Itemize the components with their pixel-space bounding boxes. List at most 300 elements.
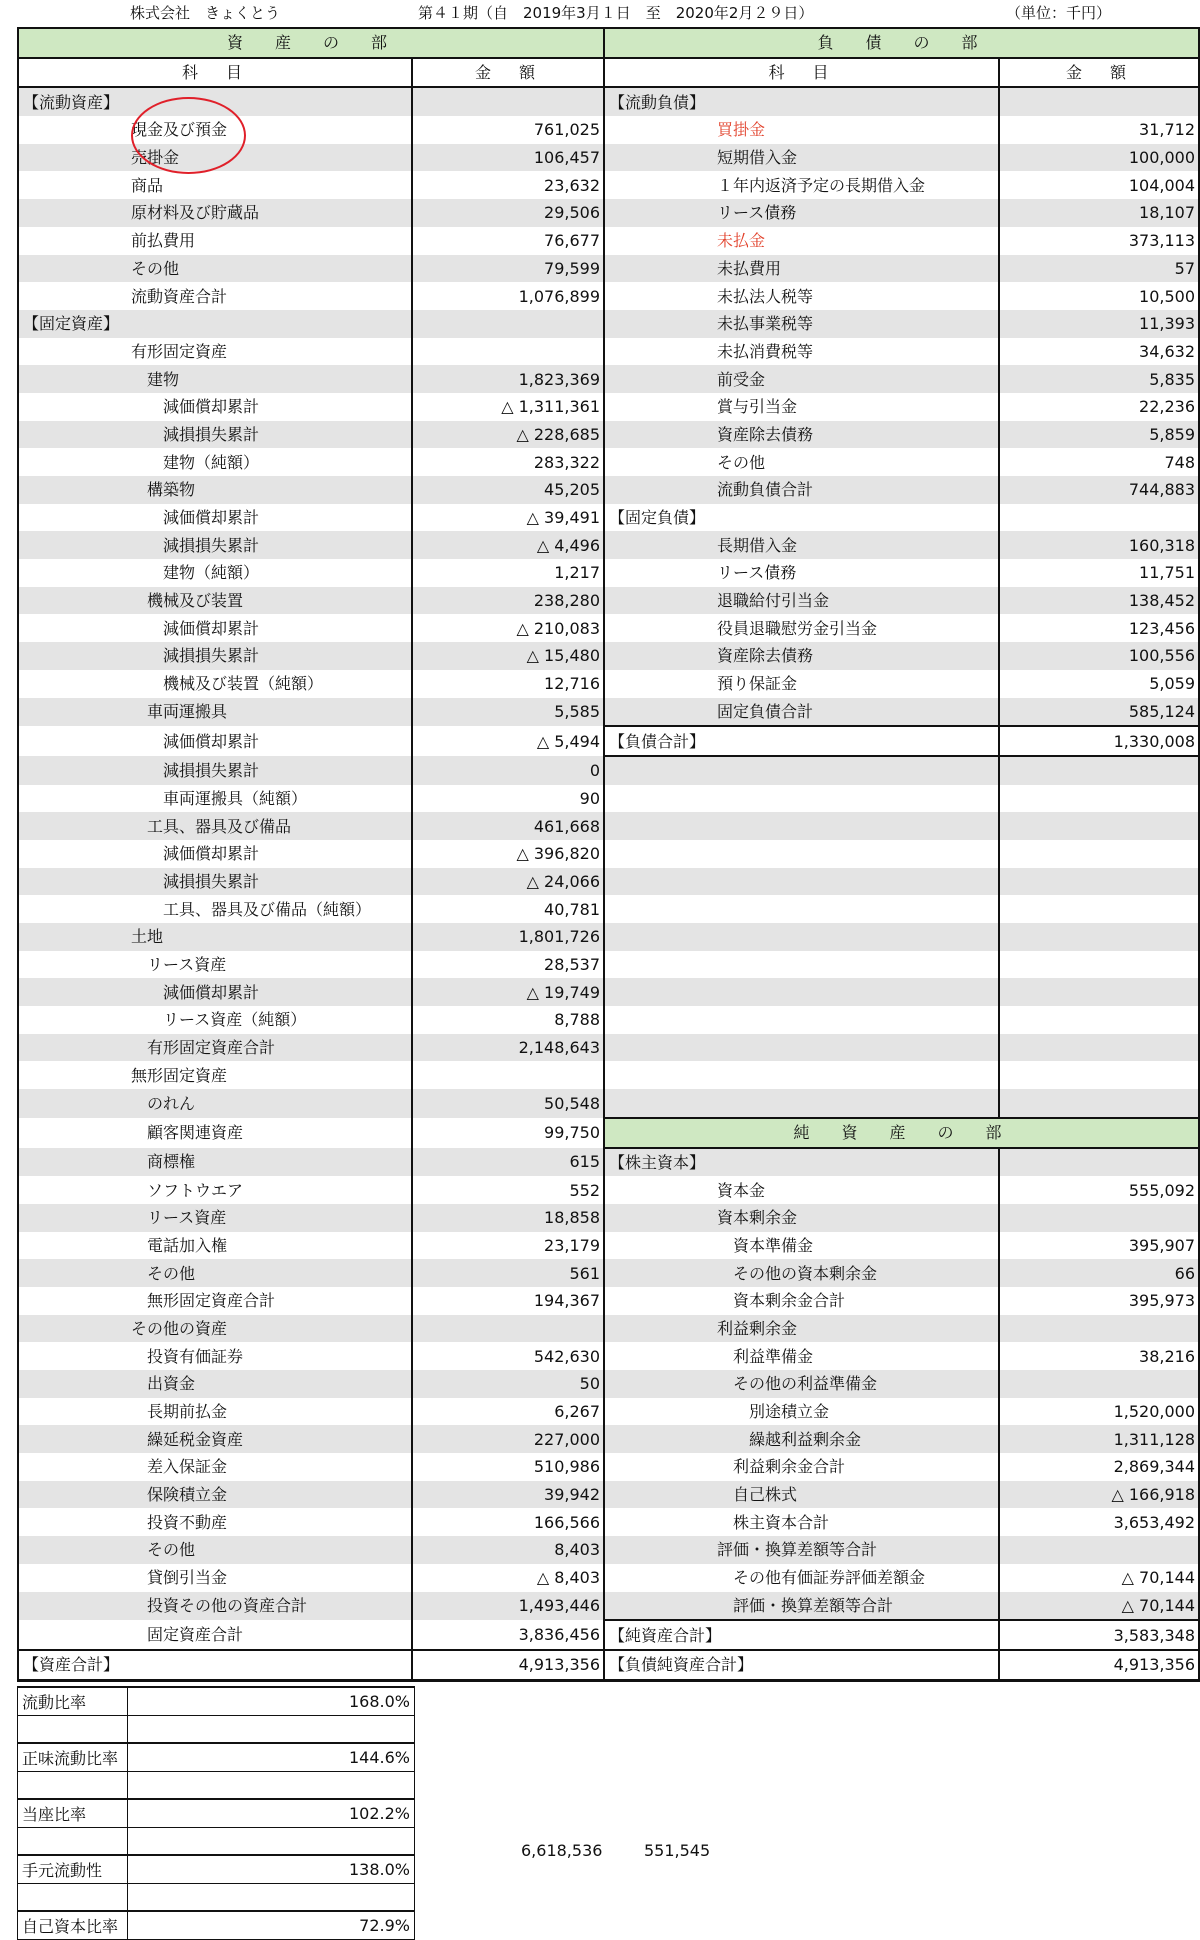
table-row: [18, 1453, 1199, 1481]
liability-subject: 預り保証金: [604, 670, 999, 698]
liability-subject: 資本剰余金: [604, 1204, 999, 1232]
asset-amount: [412, 87, 604, 116]
ratio-row: [18, 1743, 415, 1771]
asset-subject: 有形固定資産: [18, 338, 412, 366]
liability-subject: その他の資本剰余金: [604, 1259, 999, 1287]
asset-subject: 流動資産合計: [18, 282, 412, 310]
table-row: [18, 642, 1199, 670]
ratio-row: [18, 1827, 415, 1855]
asset-subject: 減損損失累計: [18, 642, 412, 670]
liab-equity-total-label: 【負債純資産合計】: [604, 1650, 999, 1680]
asset-amount: 1,076,899: [412, 282, 604, 310]
extra-value-b: 551,545: [644, 1841, 711, 1860]
asset-subject: 土地: [18, 923, 412, 951]
table-row: [18, 1592, 1199, 1621]
liability-amount: [999, 951, 1199, 979]
asset-amount: 90: [412, 785, 604, 813]
asset-subject: 無形固定資産合計: [18, 1287, 412, 1315]
column-header-amount: 金 額: [999, 58, 1199, 88]
liability-subject: [604, 895, 999, 923]
table-row: [18, 726, 1199, 756]
liability-subject: [604, 868, 999, 896]
ratio-row: [18, 1687, 415, 1715]
liability-amount: 5,859: [999, 421, 1199, 449]
asset-subject: その他: [18, 1259, 412, 1287]
table-row: [18, 978, 1199, 1006]
liability-subject: [604, 923, 999, 951]
liability-subject: 未払消費税等: [604, 338, 999, 366]
liability-amount: 160,318: [999, 531, 1199, 559]
ratio-label: [18, 1715, 128, 1743]
ratio-row: [18, 1883, 415, 1911]
liability-subject: [604, 785, 999, 813]
asset-subject: 車両運搬具（純額）: [18, 785, 412, 813]
asset-subject: 売掛金: [18, 144, 412, 172]
asset-amount: [412, 338, 604, 366]
ratio-value: [128, 1771, 415, 1799]
ratio-table: [17, 1686, 415, 1940]
asset-amount: 23,632: [412, 171, 604, 199]
asset-subject: 減価償却累計: [18, 393, 412, 421]
table-row: [18, 171, 1199, 199]
liability-amount: 1,520,000: [999, 1398, 1199, 1426]
asset-amount: △ 228,685: [412, 421, 604, 449]
table-row: [18, 1061, 1199, 1089]
asset-subject: 機械及び装置（純額）: [18, 670, 412, 698]
asset-subject: その他の資産: [18, 1315, 412, 1343]
grand-total-row: [18, 1650, 1199, 1680]
liability-subject: 資本剰余金合計: [604, 1287, 999, 1315]
ratio-label: 当座比率: [18, 1799, 128, 1827]
liability-subject: その他: [604, 448, 999, 476]
liab-equity-total-amount: 4,913,356: [999, 1650, 1199, 1680]
liability-subject: 未払法人税等: [604, 282, 999, 310]
liability-amount: 373,113: [999, 227, 1199, 255]
asset-amount: [412, 310, 604, 338]
asset-subject: 無形固定資産: [18, 1061, 412, 1089]
liability-subject: 評価・換算差額等合計: [604, 1592, 999, 1621]
liability-subject: 固定負債合計: [604, 698, 999, 727]
asset-subject: 投資有価証券: [18, 1342, 412, 1370]
asset-subject: 保険積立金: [18, 1481, 412, 1509]
asset-amount: 79,599: [412, 255, 604, 283]
asset-subject: 減損損失累計: [18, 531, 412, 559]
asset-subject: 減価償却累計: [18, 726, 412, 756]
table-row: [18, 199, 1199, 227]
liability-subject: [604, 1089, 999, 1118]
table-row: [18, 421, 1199, 449]
balance-sheet-table: [17, 27, 1200, 1682]
liability-amount: 100,000: [999, 144, 1199, 172]
ratio-label: 手元流動性: [18, 1855, 128, 1883]
asset-amount: △ 19,749: [412, 978, 604, 1006]
unit-label: （単位：千円）: [1006, 4, 1112, 22]
table-row: [18, 1315, 1199, 1343]
asset-subject: 減価償却累計: [18, 504, 412, 532]
table-row: [18, 670, 1199, 698]
asset-subject: 現金及び預金: [18, 116, 412, 144]
table-row: [18, 868, 1199, 896]
table-row: [18, 1232, 1199, 1260]
asset-amount: 1,823,369: [412, 365, 604, 393]
asset-subject: 建物（純額）: [18, 448, 412, 476]
asset-subject: のれん: [18, 1089, 412, 1118]
asset-amount: △ 8,403: [412, 1564, 604, 1592]
asset-amount: 76,677: [412, 227, 604, 255]
asset-amount: 3,836,456: [412, 1620, 604, 1650]
liability-subject: 資産除去債務: [604, 642, 999, 670]
ratio-value: 72.9%: [128, 1911, 415, 1939]
table-row: [18, 1176, 1199, 1204]
liability-subject: 評価・換算差額等合計: [604, 1536, 999, 1564]
liability-amount: [999, 1536, 1199, 1564]
liability-amount: [999, 868, 1199, 896]
table-row: [18, 587, 1199, 615]
table-row: [18, 923, 1199, 951]
liability-amount: 10,500: [999, 282, 1199, 310]
liability-amount: 748: [999, 448, 1199, 476]
asset-amount: [412, 1315, 604, 1343]
asset-subject: 原材料及び貯蔵品: [18, 199, 412, 227]
asset-amount: 23,179: [412, 1232, 604, 1260]
table-row: [18, 1425, 1199, 1453]
liability-subject: 自己株式: [604, 1481, 999, 1509]
liability-subject: 長期借入金: [604, 531, 999, 559]
liability-amount: 11,393: [999, 310, 1199, 338]
asset-subject: 商品: [18, 171, 412, 199]
liability-amount: [999, 1370, 1199, 1398]
liability-amount: 100,556: [999, 642, 1199, 670]
table-row: [18, 310, 1199, 338]
table-row: [18, 1118, 1199, 1148]
liabilities-section-header: 負 債 の 部: [604, 28, 1199, 58]
liability-amount: 123,456: [999, 614, 1199, 642]
asset-subject: 建物: [18, 365, 412, 393]
asset-amount: 8,788: [412, 1006, 604, 1034]
asset-amount: 12,716: [412, 670, 604, 698]
liability-subject: [604, 840, 999, 868]
table-row: [18, 255, 1199, 283]
asset-amount: 106,457: [412, 144, 604, 172]
liability-subject: 【純資産合計】: [604, 1620, 999, 1650]
asset-amount: 542,630: [412, 1342, 604, 1370]
asset-subject: 減損損失累計: [18, 756, 412, 785]
table-row: [18, 504, 1199, 532]
liability-amount: 34,632: [999, 338, 1199, 366]
liability-amount: [999, 895, 1199, 923]
asset-amount: 99,750: [412, 1118, 604, 1148]
asset-subject: 【固定資産】: [18, 310, 412, 338]
liability-subject: その他有価証券評価差額金: [604, 1564, 999, 1592]
liability-subject: 資本金: [604, 1176, 999, 1204]
asset-subject: 電話加入権: [18, 1232, 412, 1260]
extra-value-a: 6,618,536: [521, 1841, 603, 1860]
ratio-row: [18, 1799, 415, 1827]
liability-subject: 短期借入金: [604, 144, 999, 172]
asset-amount: 283,322: [412, 448, 604, 476]
asset-amount: 561: [412, 1259, 604, 1287]
asset-amount: 28,537: [412, 951, 604, 979]
liability-amount: 57: [999, 255, 1199, 283]
table-row: [18, 756, 1199, 785]
liability-amount: 3,583,348: [999, 1620, 1199, 1650]
liability-amount: 3,653,492: [999, 1508, 1199, 1536]
asset-subject: 投資不動産: [18, 1508, 412, 1536]
asset-amount: △ 1,311,361: [412, 393, 604, 421]
table-row: [18, 282, 1199, 310]
asset-amount: 1,217: [412, 559, 604, 587]
table-row: [18, 1508, 1199, 1536]
table-row: [18, 393, 1199, 421]
liability-amount: [999, 87, 1199, 116]
liability-subject: 【固定負債】: [604, 504, 999, 532]
asset-amount: [412, 1061, 604, 1089]
liability-subject: 流動負債合計: [604, 476, 999, 504]
ratio-label: [18, 1827, 128, 1855]
asset-amount: 0: [412, 756, 604, 785]
liability-amount: [999, 756, 1199, 785]
table-row: [18, 1536, 1199, 1564]
table-row: [18, 476, 1199, 504]
fiscal-period: 第４１期（自 2019年3月１日 至 2020年2月２９日）: [418, 4, 814, 22]
ratio-label: [18, 1771, 128, 1799]
table-row: [18, 785, 1199, 813]
asset-subject: 減損損失累計: [18, 421, 412, 449]
liability-amount: 1,311,128: [999, 1425, 1199, 1453]
asset-subject: 建物（純額）: [18, 559, 412, 587]
table-row: [18, 812, 1199, 840]
asset-subject: 貸倒引当金: [18, 1564, 412, 1592]
liability-subject: [604, 1034, 999, 1062]
liability-subject: 未払事業税等: [604, 310, 999, 338]
asset-amount: 18,858: [412, 1204, 604, 1232]
ratio-value: [128, 1715, 415, 1743]
liability-amount: [999, 978, 1199, 1006]
asset-amount: 50: [412, 1370, 604, 1398]
liability-subject: 役員退職慰労金引当金: [604, 614, 999, 642]
asset-amount: 39,942: [412, 1481, 604, 1509]
liability-subject: [604, 756, 999, 785]
table-row: [18, 227, 1199, 255]
liability-amount: [999, 1204, 1199, 1232]
asset-amount: 1,493,446: [412, 1592, 604, 1621]
asset-amount: 50,548: [412, 1089, 604, 1118]
liability-amount: 555,092: [999, 1176, 1199, 1204]
table-row: [18, 1398, 1199, 1426]
asset-amount: 510,986: [412, 1453, 604, 1481]
liability-amount: 22,236: [999, 393, 1199, 421]
asset-subject: 顧客関連資産: [18, 1118, 412, 1148]
liability-subject: 資本準備金: [604, 1232, 999, 1260]
liability-subject: 未払費用: [604, 255, 999, 283]
asset-amount: 40,781: [412, 895, 604, 923]
ratio-row: [18, 1715, 415, 1743]
liability-subject: 【株主資本】: [604, 1148, 999, 1177]
ratio-value: 144.6%: [128, 1743, 415, 1771]
liability-subject: 利益準備金: [604, 1342, 999, 1370]
liability-amount: 38,216: [999, 1342, 1199, 1370]
liability-amount: △ 166,918: [999, 1481, 1199, 1509]
asset-subject: 減損損失累計: [18, 868, 412, 896]
liability-subject: 【流動負債】: [604, 87, 999, 116]
asset-subject: 差入保証金: [18, 1453, 412, 1481]
ratio-row: [18, 1911, 415, 1939]
red-circle-annotation: [131, 97, 246, 174]
asset-amount: 5,585: [412, 698, 604, 727]
table-row: [18, 1342, 1199, 1370]
asset-amount: 8,403: [412, 1536, 604, 1564]
column-header-amount: 金 額: [412, 58, 604, 88]
asset-subject: その他: [18, 1536, 412, 1564]
assets-total-amount: 4,913,356: [412, 1650, 604, 1680]
asset-subject: 減価償却累計: [18, 978, 412, 1006]
ratio-label: 自己資本比率: [18, 1911, 128, 1939]
liability-subject: 賞与引当金: [604, 393, 999, 421]
asset-subject: 前払費用: [18, 227, 412, 255]
asset-amount: △ 396,820: [412, 840, 604, 868]
ratio-value: 168.0%: [128, 1687, 415, 1715]
asset-subject: 構築物: [18, 476, 412, 504]
liability-amount: [999, 504, 1199, 532]
liability-amount: 1,330,008: [999, 726, 1199, 756]
liability-subject: 別途積立金: [604, 1398, 999, 1426]
ratio-label: 流動比率: [18, 1687, 128, 1715]
liability-amount: △ 70,144: [999, 1592, 1199, 1621]
liability-amount: 11,751: [999, 559, 1199, 587]
liability-amount: [999, 1061, 1199, 1089]
table-row: [18, 840, 1199, 868]
table-row: [18, 1259, 1199, 1287]
liability-amount: 138,452: [999, 587, 1199, 615]
asset-amount: △ 39,491: [412, 504, 604, 532]
table-row: [18, 365, 1199, 393]
asset-subject: 工具、器具及び備品: [18, 812, 412, 840]
liability-amount: [999, 923, 1199, 951]
table-row: [18, 614, 1199, 642]
liability-amount: [999, 1034, 1199, 1062]
liability-amount: 2,869,344: [999, 1453, 1199, 1481]
asset-amount: 615: [412, 1148, 604, 1177]
ratio-value: [128, 1827, 415, 1855]
asset-subject: その他: [18, 255, 412, 283]
asset-subject: リース資産（純額）: [18, 1006, 412, 1034]
liability-amount: [999, 1089, 1199, 1118]
asset-amount: △ 5,494: [412, 726, 604, 756]
asset-subject: 機械及び装置: [18, 587, 412, 615]
liability-amount: [999, 785, 1199, 813]
table-row: [18, 531, 1199, 559]
liability-subject: 前受金: [604, 365, 999, 393]
asset-amount: △ 210,083: [412, 614, 604, 642]
asset-subject: 減価償却累計: [18, 614, 412, 642]
liability-subject: [604, 978, 999, 1006]
liability-subject: [604, 812, 999, 840]
asset-subject: 商標権: [18, 1148, 412, 1177]
liability-amount: [999, 1315, 1199, 1343]
ratio-value: 102.2%: [128, 1799, 415, 1827]
liability-subject: 利益剰余金合計: [604, 1453, 999, 1481]
asset-amount: △ 4,496: [412, 531, 604, 559]
equity-section-header: 純 資 産 の 部: [604, 1118, 1199, 1148]
asset-subject: リース資産: [18, 951, 412, 979]
asset-amount: 1,801,726: [412, 923, 604, 951]
liability-subject: リース債務: [604, 199, 999, 227]
asset-subject: 長期前払金: [18, 1398, 412, 1426]
table-row: [18, 1481, 1199, 1509]
liability-amount: 395,907: [999, 1232, 1199, 1260]
asset-subject: 有形固定資産合計: [18, 1034, 412, 1062]
table-row: [18, 895, 1199, 923]
asset-subject: 繰延税金資産: [18, 1425, 412, 1453]
column-header-subject: 科 目: [18, 58, 412, 88]
liability-subject: 資産除去債務: [604, 421, 999, 449]
table-row: [18, 559, 1199, 587]
asset-amount: △ 15,480: [412, 642, 604, 670]
company-name: 株式会社 きょくとう: [130, 4, 281, 22]
ratio-row: [18, 1771, 415, 1799]
column-header-subject: 科 目: [604, 58, 999, 88]
liability-subject: 【負債合計】: [604, 726, 999, 756]
table-row: [18, 1089, 1199, 1118]
liability-amount: 5,835: [999, 365, 1199, 393]
liability-amount: [999, 812, 1199, 840]
liability-subject: 未払金: [604, 227, 999, 255]
table-row: [18, 1034, 1199, 1062]
liability-subject: [604, 1061, 999, 1089]
liability-subject: 株主資本合計: [604, 1508, 999, 1536]
asset-amount: △ 24,066: [412, 868, 604, 896]
liability-amount: 31,712: [999, 116, 1199, 144]
asset-amount: 166,566: [412, 1508, 604, 1536]
liability-amount: [999, 1006, 1199, 1034]
liability-subject: [604, 951, 999, 979]
ratio-row: [18, 1855, 415, 1883]
asset-amount: 6,267: [412, 1398, 604, 1426]
liability-amount: [999, 1148, 1199, 1177]
asset-subject: ソフトウエア: [18, 1176, 412, 1204]
liability-subject: 利益剰余金: [604, 1315, 999, 1343]
asset-subject: 工具、器具及び備品（純額）: [18, 895, 412, 923]
liability-amount: △ 70,144: [999, 1564, 1199, 1592]
asset-amount: 461,668: [412, 812, 604, 840]
asset-subject: 投資その他の資産合計: [18, 1592, 412, 1621]
asset-amount: 194,367: [412, 1287, 604, 1315]
liability-amount: 18,107: [999, 199, 1199, 227]
liability-subject: [604, 1006, 999, 1034]
asset-subject: 出資金: [18, 1370, 412, 1398]
table-row: [18, 1204, 1199, 1232]
ratio-label: [18, 1883, 128, 1911]
table-row: [18, 951, 1199, 979]
liability-amount: [999, 840, 1199, 868]
asset-subject: 固定資産合計: [18, 1620, 412, 1650]
asset-amount: 238,280: [412, 587, 604, 615]
liability-amount: 104,004: [999, 171, 1199, 199]
ratio-value: 138.0%: [128, 1855, 415, 1883]
asset-amount: 29,506: [412, 199, 604, 227]
liability-subject: その他の利益準備金: [604, 1370, 999, 1398]
liability-subject: 退職給付引当金: [604, 587, 999, 615]
asset-amount: 761,025: [412, 116, 604, 144]
asset-subject: リース資産: [18, 1204, 412, 1232]
table-row: [18, 338, 1199, 366]
table-row: [18, 1148, 1199, 1177]
asset-subject: 車両運搬具: [18, 698, 412, 727]
liability-amount: 744,883: [999, 476, 1199, 504]
asset-amount: 2,148,643: [412, 1034, 604, 1062]
table-row: [18, 1287, 1199, 1315]
asset-subject: 【流動資産】: [18, 87, 412, 116]
